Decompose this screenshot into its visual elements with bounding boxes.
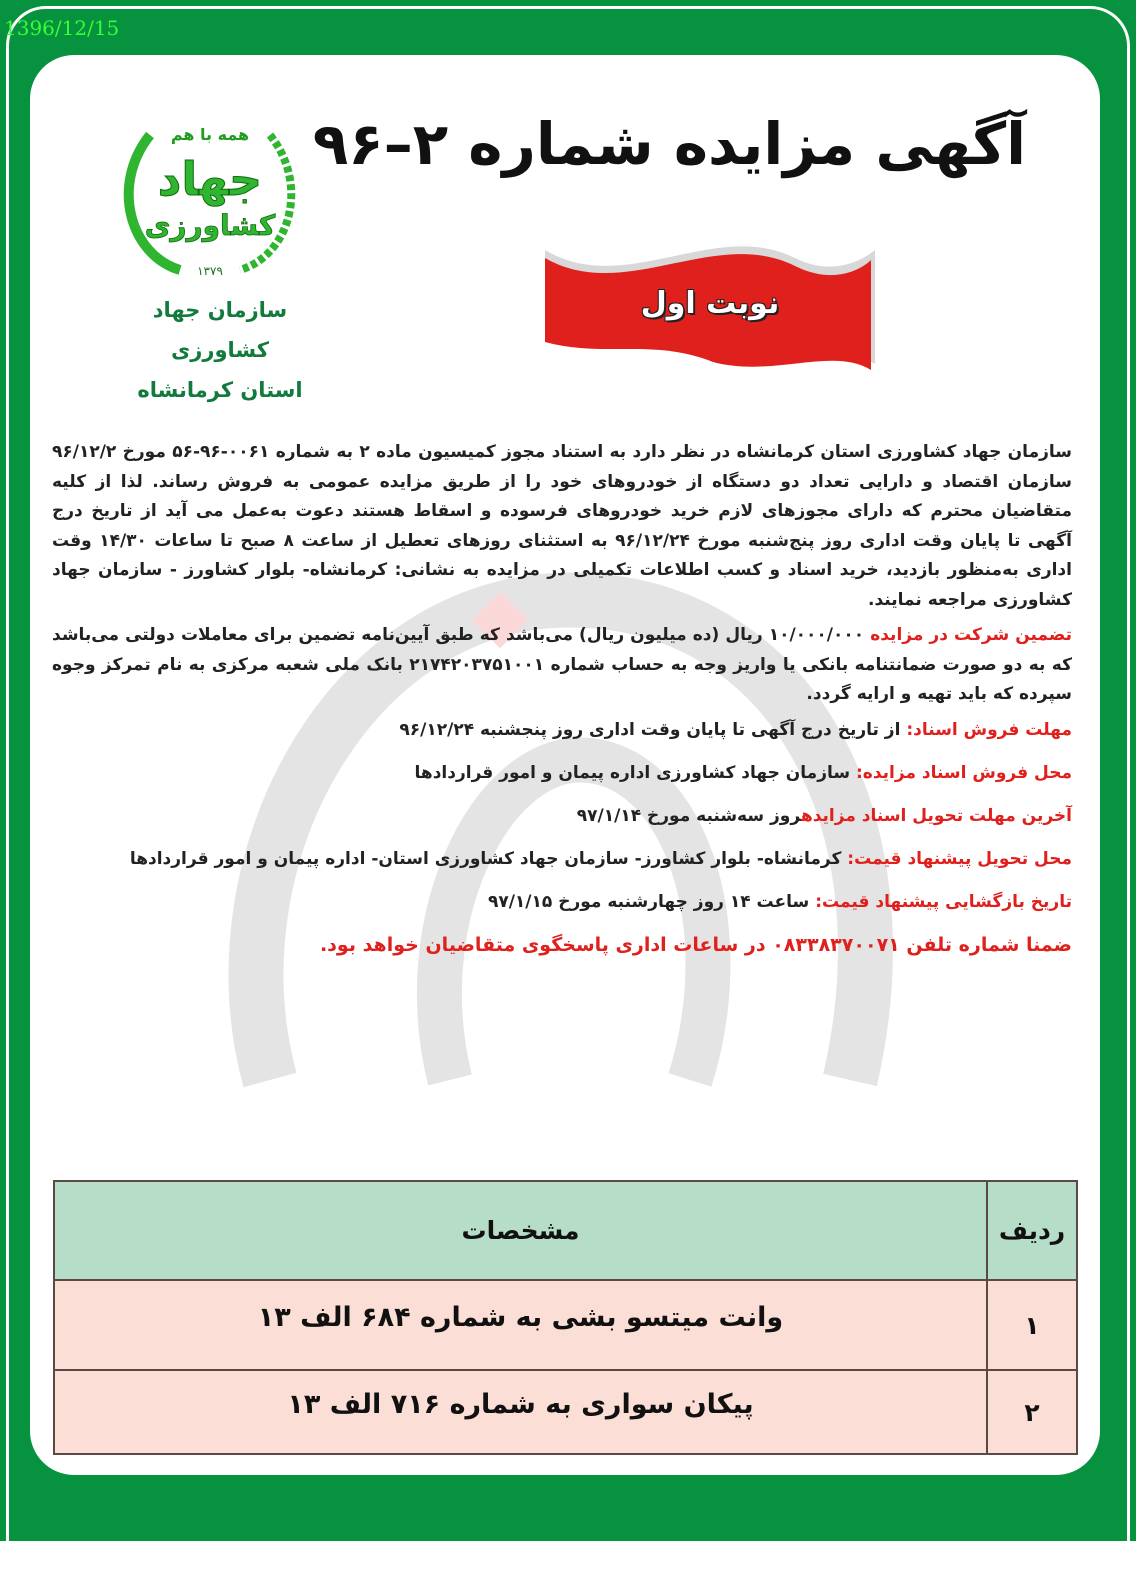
table-row: [55, 1371, 1076, 1453]
notice-body: [52, 438, 1072, 974]
item-text: روز سه‌شنبه مورخ ۹۷/۱/۱۴: [576, 805, 801, 826]
item-text: از تاریخ درج آگهی تا پایان وقت اداری روز پنجشنبه ۹۶/۱۲/۲۴: [399, 719, 907, 740]
item-doc-sale-location: [52, 759, 1072, 788]
date-stamp: 1396/12/15: [4, 16, 120, 40]
header-index: ردیف: [986, 1182, 1076, 1279]
intro-paragraph: سازمان جهاد کشاورزی استان کرمانشاه در نظر دارد به استناد مجوز کمیسیون ماده ۲ به شماره ۰۰۶۱-۹۶-۵۶ مورخ ۹۶/۱۲/۲ سازمان اقتصاد و دارایی تعداد دو دستگاه از خودروهای خود را از طریق مزایده عمومی به فروش رساند. لذا از کلیه متقاضیان محترم که دارای مجوزهای لازم خرید خودروهای فرسوده و اسقاط هستند دعوت به‌عمل می آید از تاریخ درج آگهی تا پایان وقت اداری روز پنج‌شنبه مورخ ۹۶/۱۲/۲۴ به استثنای روزهای تعطیل از ساعت ۸ صبح تا ساعات ۱۴/۳۰ وقت اداری به‌منظور بازدید، خرید اسناد و کسب اطلاعات تکمیلی در مزایده به نشانی: کرمانشاه- بلوار کشاورز - سازمان جهاد کشاورزی مراجعه نمایند.: [52, 442, 1072, 610]
vehicles-table: [53, 1180, 1078, 1455]
item-doc-sale-deadline: [52, 716, 1072, 745]
row-description: پیکان سواری به شماره ۷۱۶ الف ۱۳: [287, 1388, 754, 1420]
item-text: کرمانشاه- بلوار کشاورز- سازمان جهاد کشاورزی استان- اداره پیمان و امور قراردادها: [129, 848, 848, 869]
header-description: مشخصات: [461, 1216, 580, 1245]
wheat-emblem-icon: [110, 85, 310, 285]
row-index: ۲: [986, 1371, 1076, 1453]
item-label: آخرین مهلت تحویل اسناد مزایده: [800, 805, 1072, 826]
item-label: تاریخ بازگشایی پیشنهاد قیمت:: [815, 891, 1072, 912]
item-text: سازمان جهاد کشاورزی اداره پیمان و امور قراردادها: [414, 762, 856, 783]
table-header-row: [55, 1182, 1076, 1281]
page-title: آگهی مزایده شماره ۲–۹۶: [312, 110, 1026, 178]
item-label: محل تحویل پیشنهاد قیمت:: [847, 848, 1072, 869]
org-line-1: سازمان جهاد کشاورزی: [152, 298, 288, 362]
item-bid-opening-date: [52, 888, 1072, 917]
item-doc-delivery-deadline: [52, 802, 1072, 831]
svg-text:کشاورزی: کشاورزی: [144, 209, 276, 242]
org-line-2: استان کرمانشاه: [137, 378, 303, 402]
row-description: وانت میتسو بشی به شماره ۶۸۴ الف ۱۳: [257, 1301, 784, 1333]
svg-text:جهاد: جهاد: [157, 152, 263, 206]
banner-label: نوبت اول: [640, 286, 780, 321]
phone-notice: ضمنا شماره تلفن ۰۸۳۳۸۳۷۰۰۷۱ در ساعات اداری پاسخگوی متقاضیان خواهد بود.: [319, 933, 1072, 956]
organization-name: [115, 290, 325, 410]
jihad-agriculture-logo: [110, 85, 310, 285]
item-text: ساعت ۱۴ روز چهارشنبه مورخ ۹۷/۱/۱۵: [487, 891, 816, 912]
svg-text:۱۳۷۹: ۱۳۷۹: [197, 264, 223, 278]
item-label: مهلت فروش اسناد:: [906, 719, 1072, 740]
svg-text:همه با هم: همه با هم: [170, 125, 250, 144]
row-index: ۱: [986, 1281, 1076, 1369]
item-label: محل فروش اسناد مزایده:: [856, 762, 1072, 783]
guarantee-label: تضمین شرکت در مزایده: [870, 625, 1072, 645]
item-bid-delivery-location: [52, 845, 1072, 874]
table-row: [55, 1281, 1076, 1371]
guarantee-text: ۱۰/۰۰۰/۰۰۰ ریال (ده میلیون ریال) می‌باشد که طبق آیین‌نامه تضمین برای معاملات دولتی می‌باشد که به دو صورت ضمانتنامه بانکی یا واریز وجه به حساب شماره ۲۱۷۴۲۰۳۷۵۱۰۰۱ بانک ملی شعبه مرکزی به نام تمرکز وجوه سپرده که باید تهیه و ارایه گردد.: [52, 625, 1072, 704]
guarantee-paragraph: [52, 621, 1072, 710]
